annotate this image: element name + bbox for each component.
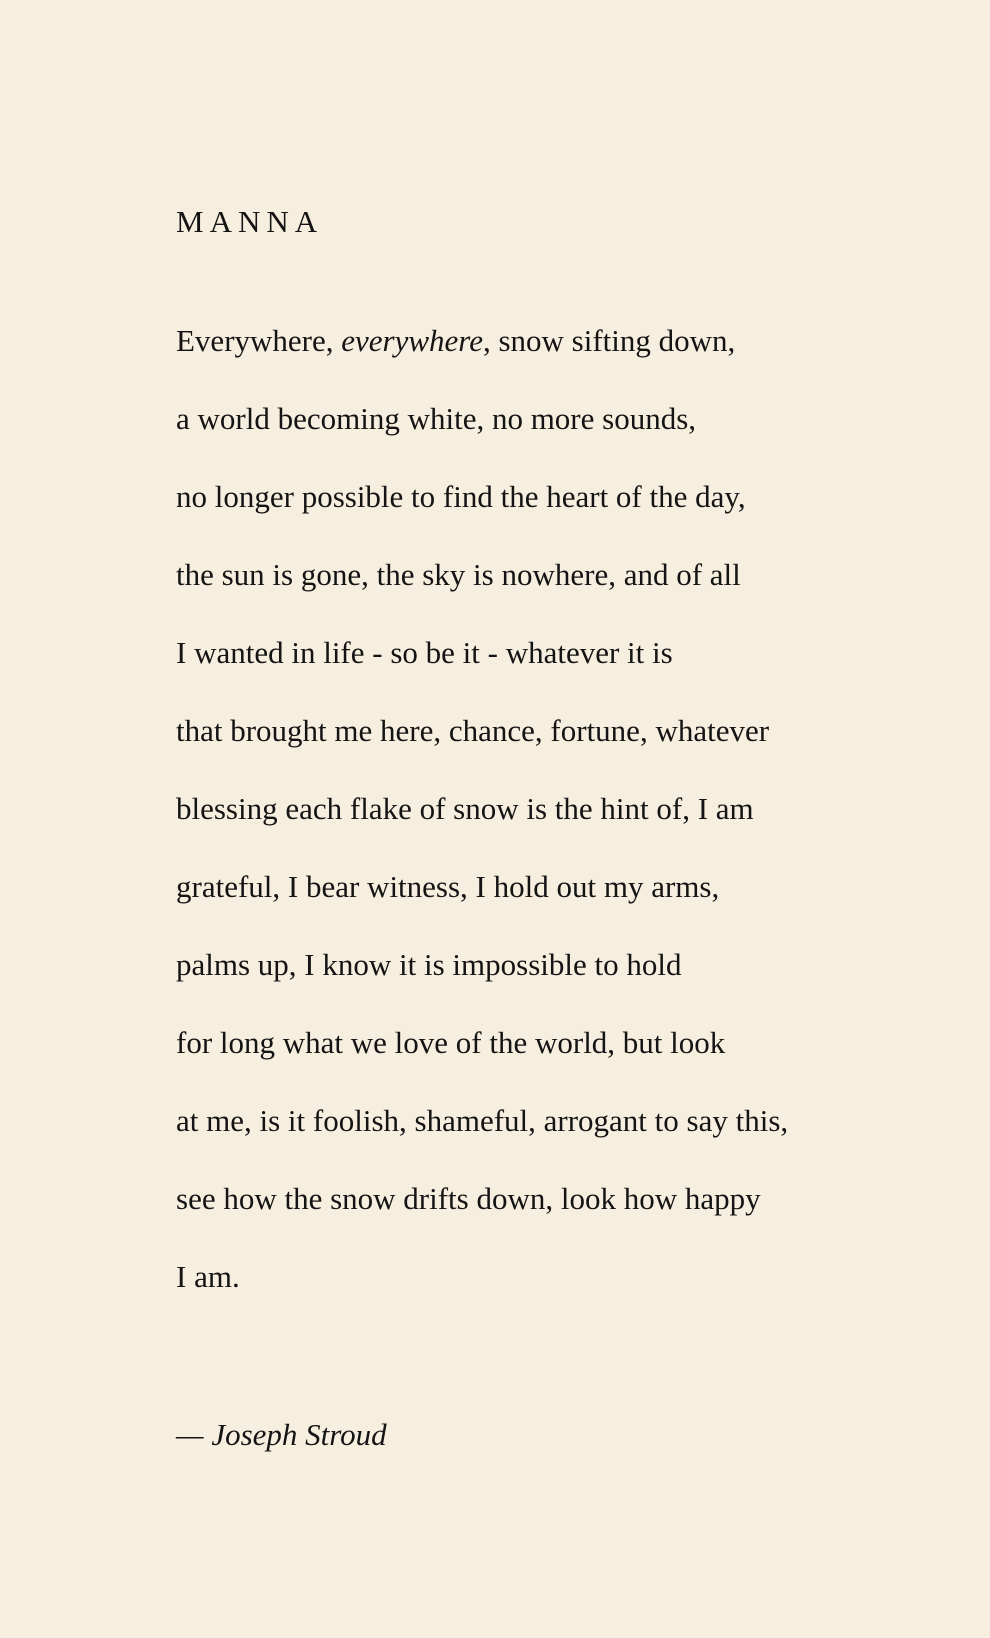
poem-line: at me, is it foolish, shameful, arrogant to say this,: [176, 1103, 789, 1138]
poem-line: Everywhere, everywhere, snow sifting down,: [176, 323, 736, 358]
poem-line: the sun is gone, the sky is nowhere, and of all: [176, 557, 741, 592]
poem-line: a world becoming white, no more sounds,: [176, 401, 697, 436]
poem-line: that brought me here, chance, fortune, whatever: [176, 713, 770, 748]
poem-attribution: — Joseph Stroud: [176, 1417, 387, 1452]
poem-line: palms up, I know it is impossible to hold: [176, 947, 682, 982]
poem-line: no longer possible to find the heart of the day,: [176, 479, 746, 514]
emphasized-word: everywhere: [341, 323, 483, 358]
poem-line: blessing each flake of snow is the hint of, I am: [176, 791, 754, 826]
poem-line: for long what we love of the world, but look: [176, 1025, 726, 1060]
poem-title: MANNA: [176, 204, 324, 239]
poem-line: grateful, I bear witness, I hold out my arms,: [176, 869, 720, 904]
poem-body: [176, 323, 788, 1337]
poem-line: I am.: [176, 1259, 240, 1294]
poem-line: I wanted in life - so be it - whatever it is: [176, 635, 673, 670]
poem-line: see how the snow drifts down, look how happy: [176, 1181, 761, 1216]
